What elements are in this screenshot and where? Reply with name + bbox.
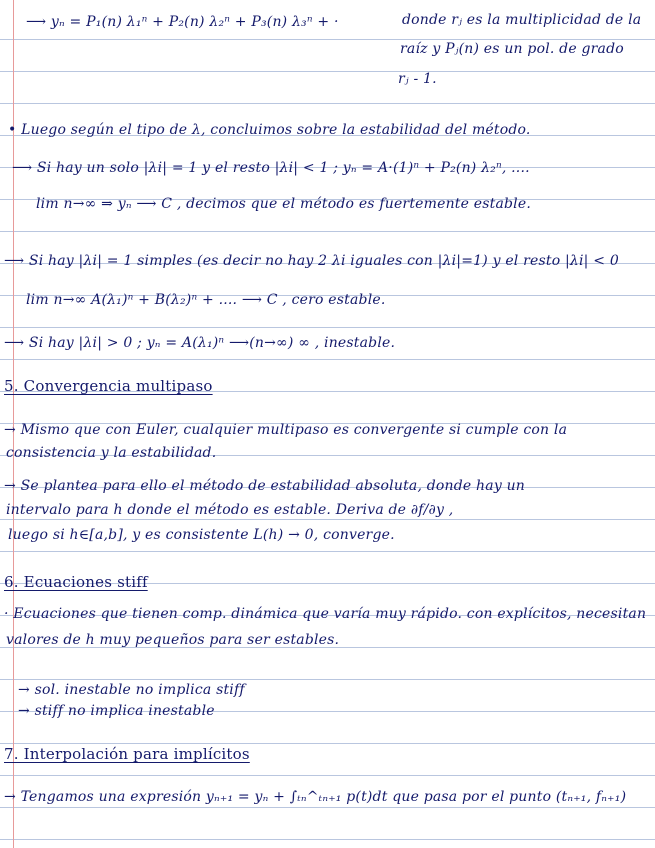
- section-5-p1b: consistencia y la estabilidad.: [6, 445, 217, 461]
- section-6-bullet-1: → sol. inestable no implica stiff: [18, 682, 245, 698]
- section-7-title: 7. Interpolación para implícitos: [4, 745, 250, 763]
- stability-case-1b: lim n→∞ ⇒ yₙ ⟶ C , decimos que el método es fuertemente estable.: [36, 196, 531, 212]
- stability-case-1a: ⟶ Si hay un solo |λi| = 1 y el resto |λi| < 1 ; yₙ = A·(1)ⁿ + P₂(n) λ₂ⁿ, ....: [12, 160, 530, 176]
- stability-case-2a: ⟶ Si hay |λi| = 1 simples (es decir no hay 2 λi iguales con |λi|=1) y el resto |λi| < 0: [4, 253, 619, 269]
- stability-case-3: ⟶ Si hay |λi| > 0 ; yₙ = A(λ₁)ⁿ ⟶(n→∞) ∞ , inestable.: [4, 335, 396, 351]
- section-6-p1b: valores de h muy pequeños para ser estables.: [6, 632, 340, 648]
- section-5-p2a: → Se plantea para ello el método de estabilidad absoluta, donde hay un: [4, 478, 526, 494]
- section-6-p1a: · Ecuaciones que tienen comp. dinámica que varía muy rápido. con explícitos, necesitan: [4, 606, 647, 622]
- section-5-title: 5. Convergencia multipaso: [4, 377, 213, 395]
- stability-intro: • Luego según el tipo de λ, concluimos sobre la estabilidad del método.: [8, 122, 531, 138]
- section-5-p2c: luego si h∈[a,b], y es consistente L(h) → 0, converge.: [8, 527, 395, 543]
- section-5-p2b: intervalo para h donde el método es estable. Deriva de ∂f/∂y ,: [6, 502, 454, 518]
- section-6-bullet-2: → stiff no implica inestable: [18, 703, 215, 719]
- top-formula: ⟶ yₙ = P₁(n) λ₁ⁿ + P₂(n) λ₂ⁿ + P₃(n) λ₃ⁿ + ·: [26, 14, 339, 30]
- section-7-p1: → Tengamos una expresión yₙ₊₁ = yₙ + ∫ₜₙ^ₜₙ₊₁ p(t)dt que pasa por el punto (tₙ₊₁, fₙ₊₁): [4, 789, 627, 805]
- stability-case-2b: lim n→∞ A(λ₁)ⁿ + B(λ₂)ⁿ + .... ⟶ C , cero estable.: [26, 292, 386, 308]
- top-note-line-1: donde rⱼ es la multiplicidad de la: [402, 12, 642, 28]
- section-6-title: 6. Ecuaciones stiff: [4, 573, 148, 591]
- top-note-line-3: rⱼ - 1.: [398, 71, 437, 87]
- top-note-line-2: raíz y Pⱼ(n) es un pol. de grado: [400, 41, 624, 57]
- section-5-p1a: → Mismo que con Euler, cualquier multipaso es convergente si cumple con la: [4, 422, 568, 438]
